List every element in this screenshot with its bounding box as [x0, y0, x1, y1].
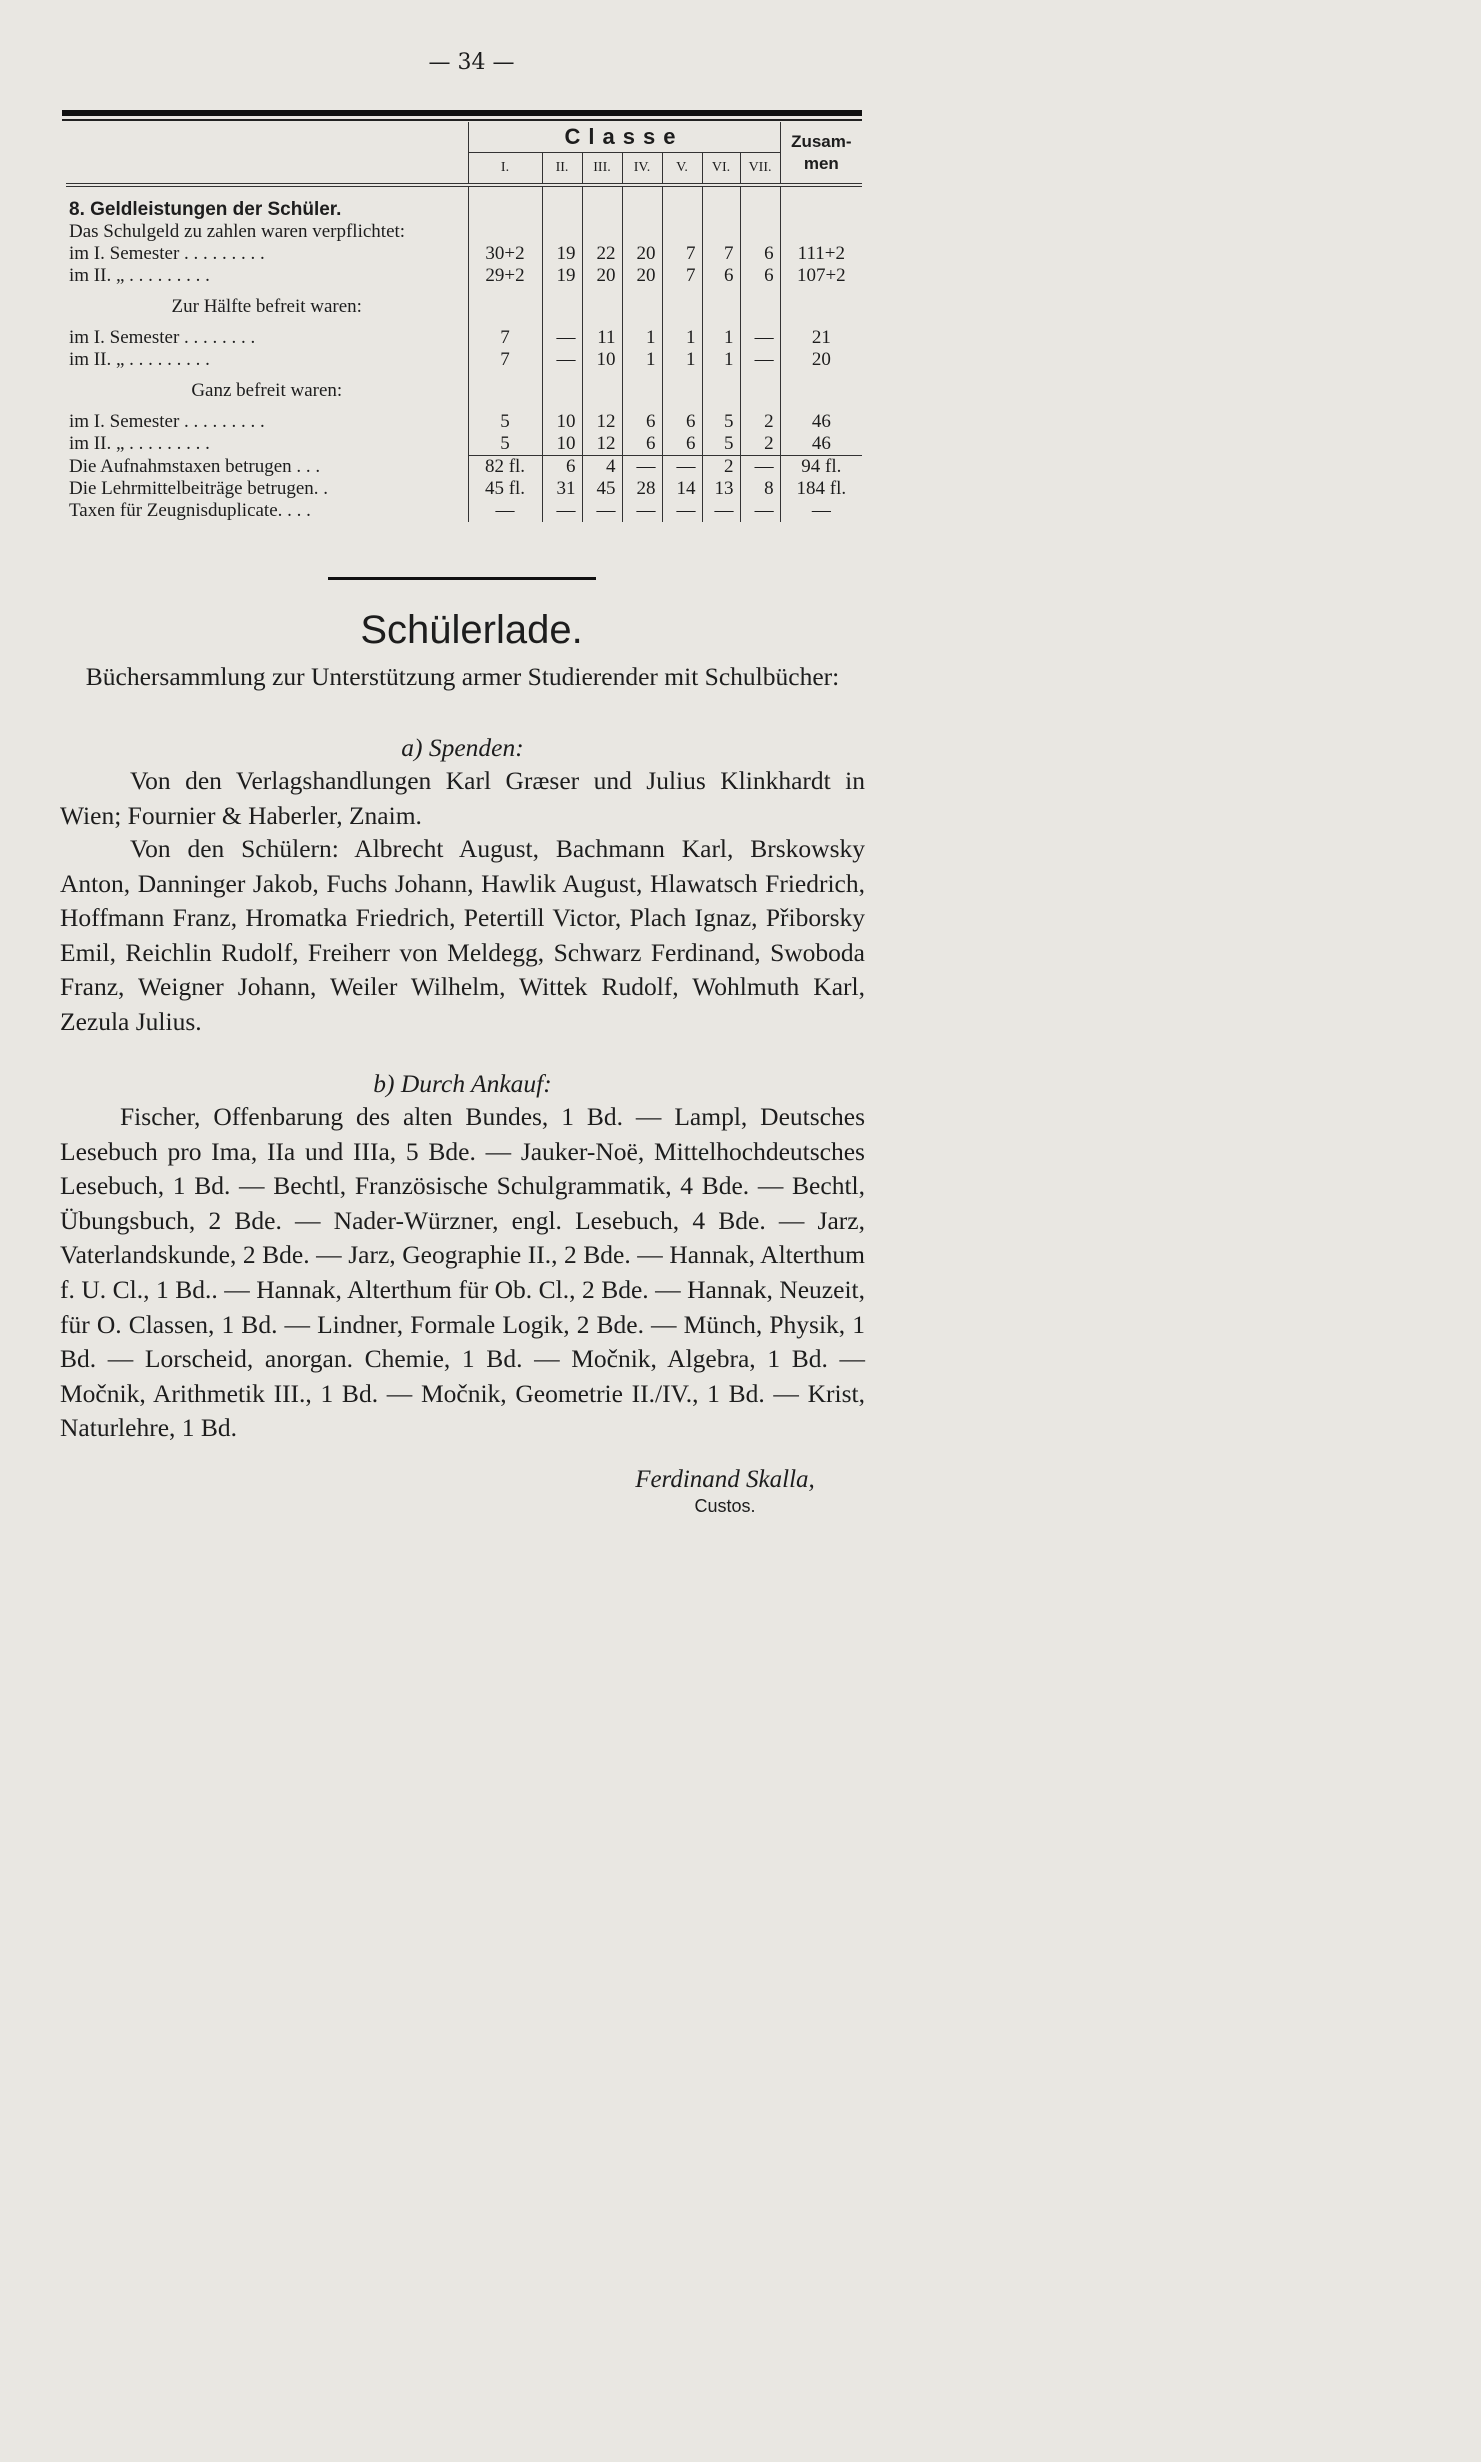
row-label: im I. Semester . . . . . . . . — [69, 327, 256, 348]
intro-row — [66, 221, 862, 243]
table-cell: 20 — [622, 243, 662, 265]
section-title-row — [66, 185, 862, 221]
paragraph-donors-publishers: Von den Verlagshandlungen Karl Græser und Julius Klinkhardt in Wien; Fournier & Haberler, Znaim. — [60, 766, 865, 830]
intro-text: Ganz befreit waren: — [191, 380, 343, 401]
table-cell: 1 — [622, 327, 662, 349]
paragraph-donors-students: Von den Schülern: Albrecht August, Bachmann Karl, Brskowsky Anton, Danninger Jakob, Fuchs Johann, Hawlik August, Hlawatsch Friedrich, Hoffmann Franz, Hromatka Friedrich, Petertill Victor, Plach Ignaz, Přiborsky Emil, Reichlin Rudolf, Freiherr von Meldegg, Schwarz Ferdinand, Swoboda Franz, Weigner Johann, Weiler Wilhelm, Wittek Rudolf, Wohlmuth Karl, Zezula Julius. — [60, 834, 865, 1036]
table-row — [66, 433, 862, 456]
table-cell: 7 — [468, 327, 542, 349]
class-header: VII. — [740, 153, 780, 186]
row-label: im II. „ . . . . . . . . . — [69, 265, 210, 286]
signature-role: Custos. — [694, 1496, 756, 1516]
table-row — [66, 500, 862, 522]
table-cell: 6 — [542, 456, 582, 479]
table-cell: 22 — [582, 243, 622, 265]
table-cell: — — [582, 500, 622, 522]
table-cell: 31 — [542, 478, 582, 500]
top-rule — [62, 110, 862, 116]
intro-text: Das Schulgeld zu zahlen waren verpflichtet: — [69, 221, 406, 242]
table-cell: 7 — [662, 243, 702, 265]
class-header-row — [66, 153, 862, 186]
table-cell: 5 — [702, 411, 740, 433]
table-cell: — — [662, 456, 702, 479]
table-cell: 5 — [468, 433, 542, 456]
table-cell: 10 — [542, 433, 582, 456]
table-row — [66, 265, 862, 287]
table-cell: — — [662, 500, 702, 522]
table-cell: — — [740, 456, 780, 479]
signature-block — [600, 1466, 850, 1517]
row-total: 20 — [780, 349, 862, 371]
table-cell: 6 — [622, 433, 662, 456]
row-label: Taxen für Zeugnisduplicate. . . . — [69, 500, 311, 521]
row-label: Die Aufnahmstaxen betrugen . . . — [69, 455, 321, 477]
table-cell: 2 — [740, 433, 780, 456]
table-cell: 30+2 — [468, 243, 542, 265]
table-cell: 1 — [702, 327, 740, 349]
table-row — [66, 411, 862, 433]
table-cell: 20 — [582, 265, 622, 287]
intro-row — [66, 371, 862, 411]
section-a-heading: a) Spenden: — [401, 733, 524, 762]
table-cell: 6 — [740, 265, 780, 287]
table-row — [66, 456, 862, 479]
table-cell: 1 — [702, 349, 740, 371]
table-cell: 7 — [468, 349, 542, 371]
table-cell: 6 — [740, 243, 780, 265]
table-row — [66, 478, 862, 500]
table-cell: 8 — [740, 478, 780, 500]
table-row — [66, 327, 862, 349]
table-cell: 20 — [622, 265, 662, 287]
class-header: IV. — [622, 153, 662, 186]
row-total: 21 — [780, 327, 862, 349]
table-row — [66, 243, 862, 265]
section-b-heading: b) Durch Ankauf: — [373, 1069, 552, 1098]
section-separator — [328, 577, 596, 580]
table-cell: — — [740, 327, 780, 349]
table-cell: 2 — [702, 456, 740, 479]
table-cell: — — [542, 327, 582, 349]
table-cell: 45 fl. — [468, 478, 542, 500]
document-page — [0, 0, 943, 1568]
intro-text: Zur Hälfte befreit waren: — [171, 296, 362, 317]
table-cell: — — [468, 500, 542, 522]
table-cell: 29+2 — [468, 265, 542, 287]
section-title: 8. Geldleistungen der Schüler. — [69, 199, 342, 220]
table-cell: 5 — [702, 433, 740, 456]
table-cell: — — [542, 349, 582, 371]
table-cell: 12 — [582, 433, 622, 456]
page-title: Schülerlade. — [360, 608, 583, 652]
signature-name: Ferdinand Skalla, — [635, 1466, 815, 1493]
table-cell: 6 — [622, 411, 662, 433]
row-label: im II. „ . . . . . . . . . — [69, 349, 210, 370]
table-cell: 6 — [662, 433, 702, 456]
table-header-row — [66, 122, 862, 153]
table-row — [66, 349, 862, 371]
table-cell: 10 — [542, 411, 582, 433]
total-header: Zusam- men — [780, 122, 862, 185]
top-rule-thin — [62, 119, 862, 121]
row-total: 46 — [780, 433, 862, 456]
row-label: im II. „ . . . . . . . . . — [69, 433, 210, 455]
table-cell: 82 fl. — [468, 456, 542, 479]
table-cell: 6 — [662, 411, 702, 433]
class-header: V. — [662, 153, 702, 186]
row-total: 46 — [780, 411, 862, 433]
class-header: III. — [582, 153, 622, 186]
table-cell: 45 — [582, 478, 622, 500]
row-total: — — [780, 500, 862, 522]
table-cell: 4 — [582, 456, 622, 479]
row-total: 107+2 — [780, 265, 862, 287]
table-cell: 11 — [582, 327, 622, 349]
table-cell: — — [622, 456, 662, 479]
table-cell: 14 — [662, 478, 702, 500]
class-header: VI. — [702, 153, 740, 186]
row-label: im I. Semester . . . . . . . . . — [69, 411, 265, 432]
classe-header: Classe — [468, 122, 780, 153]
row-label: Die Lehrmittelbeiträge betrugen. . — [69, 478, 329, 499]
subtitle: Büchersammlung zur Unterstützung armer Studierender mit Schulbücher: — [85, 662, 840, 691]
intro-row — [66, 287, 862, 327]
table-cell: 6 — [702, 265, 740, 287]
table-cell: 5 — [468, 411, 542, 433]
table-cell: 13 — [702, 478, 740, 500]
table-cell: — — [542, 500, 582, 522]
row-total: 184 fl. — [780, 478, 862, 500]
table-cell: 1 — [622, 349, 662, 371]
table-cell: — — [702, 500, 740, 522]
table-cell: — — [740, 500, 780, 522]
table-cell: 19 — [542, 243, 582, 265]
class-header: II. — [542, 153, 582, 186]
table-cell: 7 — [662, 265, 702, 287]
row-total: 94 fl. — [780, 456, 862, 479]
table-cell: 19 — [542, 265, 582, 287]
paragraph-purchases: Fischer, Offenbarung des alten Bundes, 1 Bd. — Lampl, Deutsches Lesebuch pro Ima, IIa und IIIa, 5 Bde. — Jauker-Noë, Mittelhochdeutsches Lesebuch, 1 Bd. — Bechtl, Französische Schulgrammatik, 4 Bde. — Bechtl, Übungsbuch, 2 Bde. — Nader-Würzner, engl. Lesebuch, 4 Bde. — Jarz, Vaterlandskunde, 2 Bde. — Jarz, Geographie II., 2 Bde. — Hannak, Alterthum f. U. Cl., 1 Bd.. — Hannak, Alterthum für Ob. Cl., 2 Bde. — Hannak, Neuzeit, für O. Classen, 1 Bd. — Lindner, Formale Logik, 2 Bde. — Münch, Physik, 1 Bd. — Lorscheid, anorgan. Chemie, 1 Bd. — Močnik, Algebra, 1 Bd. — Močnik, Arithmetik III., 1 Bd. — Močnik, Geometrie II./IV., 1 Bd. — Krist, Naturlehre, 1 Bd. — [60, 1102, 865, 1443]
row-label: im I. Semester . . . . . . . . . — [69, 243, 265, 264]
table-cell: — — [740, 349, 780, 371]
class-header: I. — [468, 153, 542, 186]
row-total: 111+2 — [780, 243, 862, 265]
fees-table — [66, 122, 862, 522]
table-cell: — — [622, 500, 662, 522]
table-cell: 7 — [702, 243, 740, 265]
page-number: — 34 — — [428, 50, 515, 75]
table-cell: 28 — [622, 478, 662, 500]
table-cell: 2 — [740, 411, 780, 433]
table-cell: 1 — [662, 327, 702, 349]
table-cell: 10 — [582, 349, 622, 371]
table-cell: 12 — [582, 411, 622, 433]
table-cell: 1 — [662, 349, 702, 371]
